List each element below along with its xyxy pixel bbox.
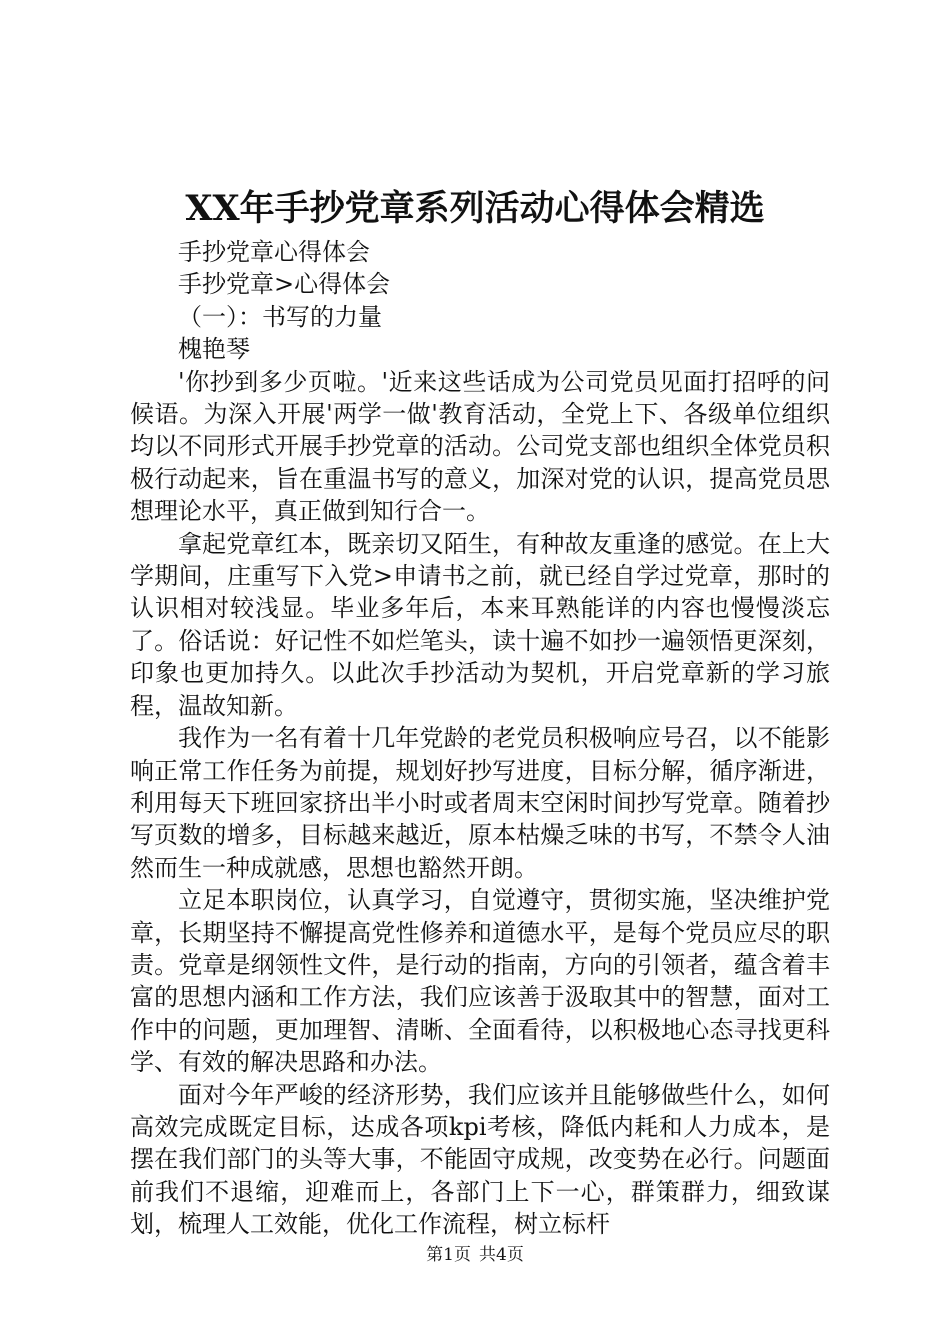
document-title: XX年手抄党章系列活动心得体会精选 bbox=[185, 188, 765, 229]
subtitle-line: 手抄党章心得体会 bbox=[178, 238, 370, 266]
section-heading: （一）：书写的力量 bbox=[178, 302, 382, 331]
page-number: 第1页 bbox=[426, 1245, 471, 1265]
subtitle-line: 手抄党章>心得体会 bbox=[178, 270, 391, 299]
body-paragraph: '你抄到多少页啦。'近来这些话成为公司党员见面打招呼的问候语。为深入开展'两学一做'教育活动，全党上下、各级单位组织均以不同形式开展手抄党章的活动。公司党支部也组织全体党员积极行动起来，旨在重温书写的意义，加深对党的认识，提高党员思想理论水平，真正做到知行合一。 bbox=[130, 367, 830, 526]
page-total: 共4页 bbox=[479, 1245, 524, 1265]
body-paragraph: 面对今年严峻的经济形势，我们应该并且能够做些什么，如何高效完成既定目标，达成各项kpi考核，降低内耗和人力成本，是摆在我们部门的头等大事，不能固守成规，改变势在必行。问题面前我们不退缩，迎难而上，各部门上下一心，群策群力，细致谋划，梳理人工效能，优化工作流程，树立标杆 bbox=[130, 1080, 830, 1239]
document-body bbox=[130, 236, 830, 1241]
author-name: 槐艳琴 bbox=[178, 335, 250, 364]
body-paragraph: 立足本职岗位，认真学习，自觉遵守，贯彻实施，坚决维护党章，长期坚持不懈提高党性修养和道德水平，是每个党员应尽的职责。党章是纲领性文件，是行动的指南，方向的引领者，蕴含着丰富的思想内涵和工作方法，我们应该善于汲取其中的智慧，面对工作中的问题，更加理智、清晰、全面看待，以积极地心态寻找更科学、有效的解决思路和办法。 bbox=[130, 886, 830, 1077]
body-paragraph: 拿起党章红本，既亲切又陌生，有种故友重逢的感觉。在上大学期间，庄重写下入党>申请书之前，就已经自学过党章，那时的认识相对较浅显。毕业多年后，本来耳熟能详的内容也慢慢淡忘了。俗话说：好记性不如烂笔头，读十遍不如抄一遍领悟更深刻，印象也更加持久。以此次手抄活动为契机，开启党章新的学习旅程，温故知新。 bbox=[130, 529, 830, 720]
body-paragraph: 我作为一名有着十几年党龄的老党员积极响应号召，以不能影响正常工作任务为前提，规划好抄写进度，目标分解，循序渐进，利用每天下班回家挤出半小时或者周末空闲时间抄写党章。随着抄写页数的增多，目标越来越近，原本枯燥乏味的书写，不禁令人油然而生一种成就感，思想也豁然开朗。 bbox=[130, 724, 830, 882]
page-footer bbox=[0, 1244, 950, 1266]
